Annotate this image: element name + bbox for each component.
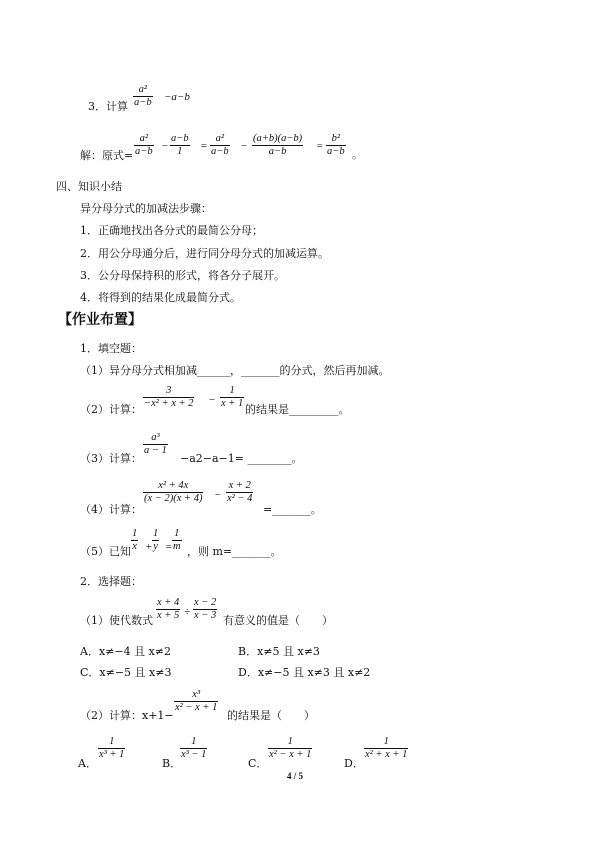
choice-question-1-tail: 有意义的值是（ ） [223,614,333,627]
solution-fraction-5 [326,133,346,158]
summary-intro: 异分母分式的加减法步骤： [80,202,212,215]
fill-question-3-label: （3）计算： [80,452,142,465]
minus-sign: − [161,140,169,152]
denominator: x + 5 [157,610,180,621]
denominator: x³ + 1 [99,749,125,760]
period: 。 [352,148,363,161]
numerator: a−b [171,133,189,144]
denominator: a−b [211,146,229,157]
denominator: x³ − 1 [181,749,207,760]
choice-question-2-label: （2）计算：x+1− [80,709,174,722]
numerator: 1 [268,736,312,749]
denominator: x [132,541,137,552]
solution-label: 解：原式= [80,149,134,162]
denominator: a−b [268,146,287,157]
numerator: 3 [143,385,194,398]
denominator: m [173,541,181,552]
summary-step: 2．用公分母通分后，进行同分母分式的加减运算。 [80,247,329,260]
fill-question-2-fraction-2 [220,385,244,410]
numerator: x + 2 [226,480,253,493]
numerator: 1 [153,528,159,539]
choice-question-1-fraction-2 [193,597,217,622]
page-number: 4 / 5 [287,771,304,781]
choice-section-title: 2．选择题： [80,575,142,588]
fill-section-title: 1．填空题： [80,342,142,355]
fill-question-3-tail: −a2−a−1= ________。 [180,452,303,465]
summary-title: 四、知识小结 [56,180,122,193]
solution-fraction-4 [252,133,303,158]
fill-question-4-label: （4）计算： [80,503,142,516]
denominator: 1 [177,146,183,157]
numerator: 1 [132,528,138,539]
numerator: (a+b)(a−b) [253,133,303,144]
choice-question-2-fraction [174,689,218,714]
numerator: x³ [174,689,218,702]
solution-fraction-1 [134,133,154,158]
example-3-tail: −a−b [164,91,190,103]
choice-question-1-label: （1）使代数式 [80,614,153,627]
numerator: x² + 4x [143,480,203,493]
numerator: x + 4 [157,597,180,608]
denominator: y [153,541,158,552]
summary-step: 3．公分母保持积的形式，将各分子展开。 [80,269,285,282]
example-3-label: 3．计算 [88,100,128,113]
denominator: (x − 2)(x + 4) [144,493,203,504]
numerator: 1 [98,736,125,749]
fill-question-3-fraction [143,432,168,457]
solution-fraction-3 [210,133,230,158]
choice-option: C．x≠−5 且 x≠3 [80,666,172,679]
equals-sign: = [165,541,173,553]
denominator: a−b [135,146,153,157]
denominator: x² + x + 1 [365,749,408,760]
choice-option-letter: D． [344,757,364,770]
homework-title: 【作业布置】 [58,312,142,328]
denominator: x² − x + 1 [269,749,312,760]
numerator: x − 2 [194,597,217,608]
choice-option-letter: C． [248,757,268,770]
fill-question-2-label: （2）计算： [80,403,142,416]
numerator: 1 [180,736,207,749]
numerator: 1 [172,528,182,541]
fill-question-5-label: （5）已知 [80,545,131,558]
choice-option-letter: A． [78,757,97,770]
choice-question-1-fraction-1 [156,597,180,622]
fill-question-5-fraction-1 [131,528,138,553]
denominator: x + 1 [221,398,244,409]
choice-option: B．x≠5 且 x≠3 [238,645,320,658]
fill-question-1: （1）异分母分式相加减______，_______的分式，然后再加减。 [80,364,390,377]
fill-question-2-tail: 的结果是_________。 [245,403,350,416]
fill-question-5-fraction-3 [172,528,182,553]
denominator: a−b [327,146,345,157]
numerator: a³ [143,432,168,445]
summary-step: 4．将得到的结果化成最简分式。 [80,291,241,304]
denominator: a−b [134,97,152,108]
choice-option: A．x≠−4 且 x≠2 [80,645,171,658]
denominator: x − 3 [194,610,217,621]
equals-sign: = [200,140,208,152]
summary-step: 1．正确地找出各分式的最简公分母； [80,224,263,237]
choice-option-fraction [364,736,408,761]
denominator: x² − 4 [227,493,253,504]
equals-sign: = [316,140,324,152]
choice-option-fraction [268,736,312,761]
minus-sign: − [240,140,248,152]
fill-question-4-fraction-2 [226,480,253,505]
numerator: b² [326,133,346,146]
fill-question-4-tail: =_______。 [263,503,322,516]
numerator: a² [210,133,230,146]
numerator: a² [134,133,154,146]
minus-sign: − [208,394,216,406]
minus-sign: − [214,489,222,501]
denominator: −x² + x + 2 [144,398,194,409]
fill-question-5-tail: ，则 m=_______。 [187,545,282,558]
choice-question-2-tail: 的结果是（ ） [227,709,315,722]
numerator: 1 [220,385,244,398]
choice-option: D．x≠−5 且 x≠3 且 x≠2 [238,666,371,679]
fill-question-2-fraction-1 [143,385,194,410]
fill-question-5-fraction-2 [152,528,159,553]
choice-option-fraction [180,736,207,761]
plus-sign: + [145,541,153,553]
choice-option-letter: B． [162,757,182,770]
denominator: a − 1 [144,445,167,456]
choice-option-fraction [98,736,125,761]
numerator: a² [133,84,153,97]
fill-question-4-fraction-1 [143,480,203,505]
numerator: 1 [364,736,408,749]
divide-sign: ÷ [184,606,191,618]
solution-fraction-2 [170,133,190,158]
denominator: x² − x + 1 [175,702,218,713]
example-3-fraction [133,84,153,109]
